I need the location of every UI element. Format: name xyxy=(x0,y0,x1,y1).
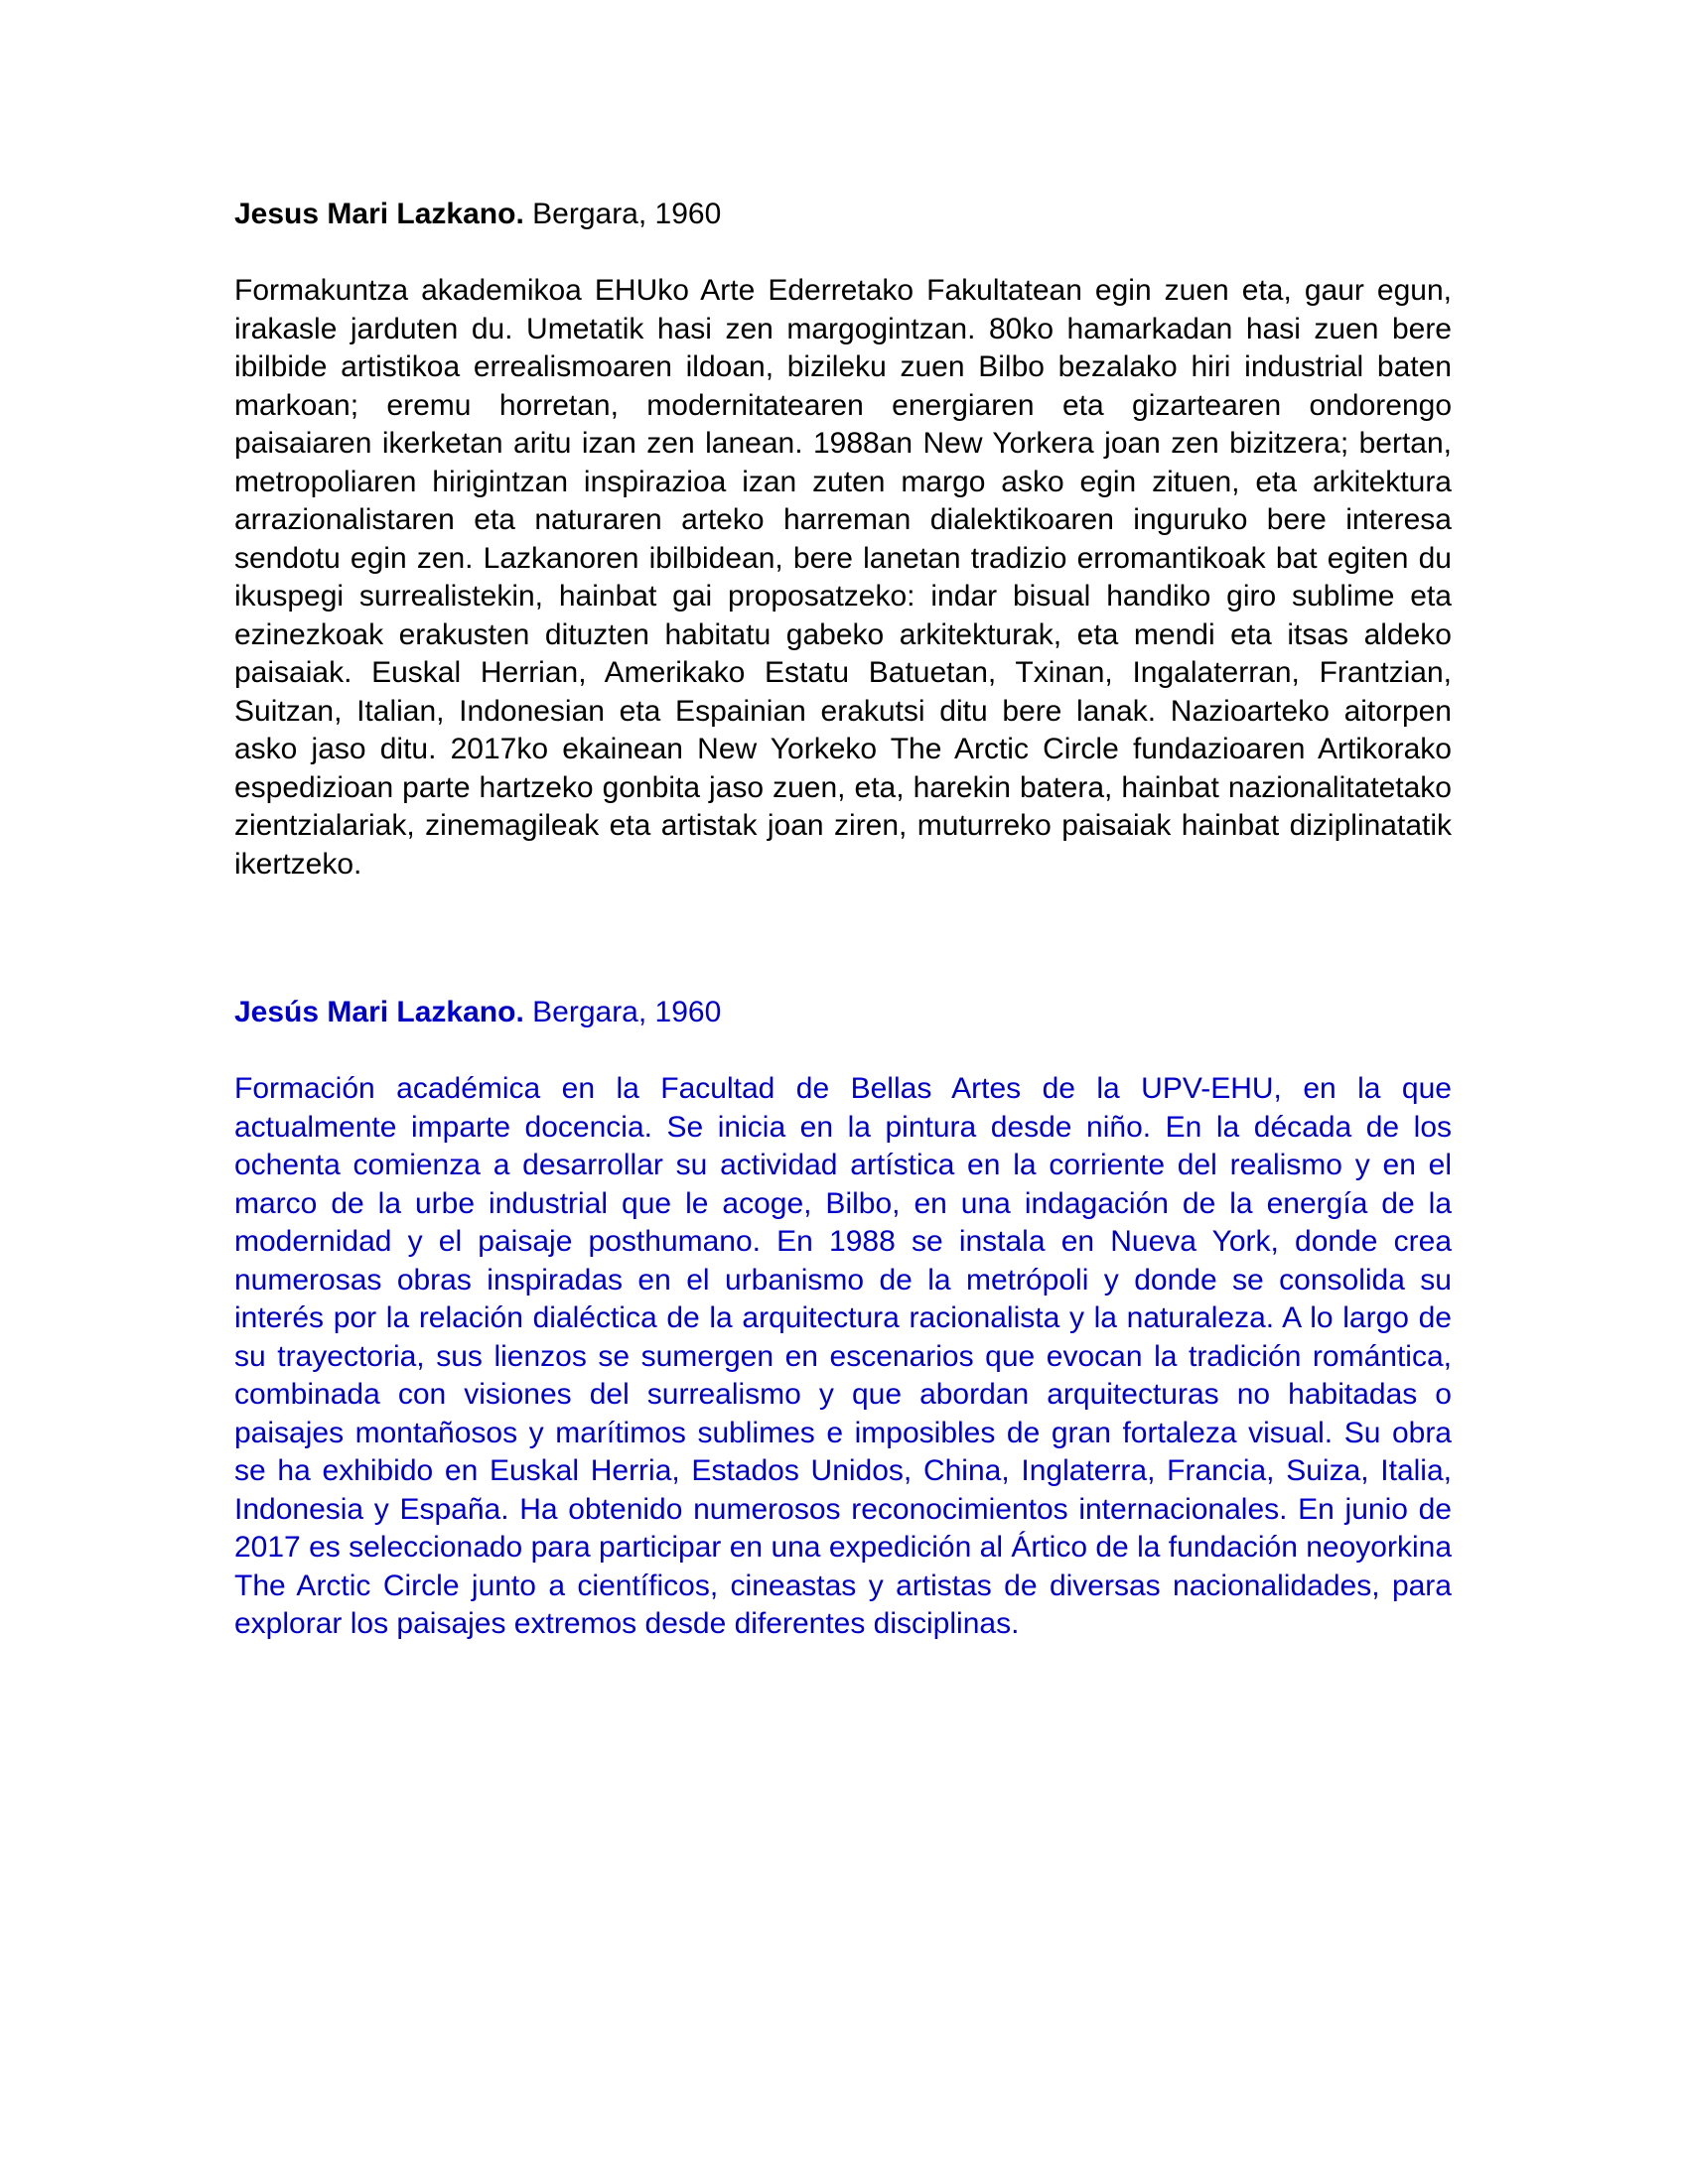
spanish-heading xyxy=(234,993,1452,1032)
spanish-biography-text: Formación académica en la Facultad de Bellas Artes de la UPV-EHU, en la que actualmente imparte docencia. Se inicia en la pintura desde niño. En la década de los ochenta comienza a desarrollar su actividad artística en la corriente del realismo y en el marco de la urbe industrial que le acoge, Bilbo, en una indagación de la energía de la modernidad y el paisaje posthumano. En 1988 se instala en Nueva York, donde crea numerosas obras inspiradas en el urbanismo de la metrópoli y donde se consolida su interés por la relación dialéctica de la arquitectura racionalista y la naturaleza. A lo largo de su trayectoria, sus lienzos se sumergen en escenarios que evocan la tradición romántica, combinada con visiones del surrealismo y que abordan arquitecturas no habitadas o paisajes montañosos y marítimos sublimes e imposibles de gran fortaleza visual. Su obra se ha exhibido en Euskal Herria, Estados Unidos, China, Inglaterra, Francia, Suiza, Italia, Indonesia y España. Ha obtenido numerosos reconocimientos internacionales. En junio de 2017 es seleccionado para participar en una expedición al Ártico de la fundación neoyorkina The Arctic Circle junto a científicos, cineastas y artistas de diversas nacionalidades, para explorar los paisajes extremos desde diferentes disciplinas. xyxy=(234,1072,1452,1640)
artist-name-spanish: Jesús Mari Lazkano. xyxy=(234,996,524,1028)
spanish-biography xyxy=(234,993,1452,1644)
birth-info-basque: Bergara, 1960 xyxy=(532,198,722,230)
basque-biography-text: Formakuntza akademikoa EHUko Arte Ederretako Fakultatean egin zuen eta, gaur egun, irakasle jarduten du. Umetatik hasi zen margogintzan. 80ko hamarkadan hasi zuen bere ibilbide artistikoa errealismoaren ildoan, bizileku zuen Bilbo bezalako hiri industrial baten markoan; eremu horretan, modernitatearen energiaren eta gizartearen ondorengo paisaiaren ikerketan aritu izan zen lanean. 1988an New Yorkera joan zen bizitzera; bertan, metropoliaren hirigintzan inspirazioa izan zuten margo asko egin zituen, eta arkitektura arrazionalistaren eta naturaren arteko harreman dialektikoaren inguruko bere interesa sendotu egin zen. Lazkanoren ibilbidean, bere lanetan tradizio erromantikoak bat egiten du ikuspegi surrealistekin, hainbat gai proposatzeko: indar bisual handiko giro sublime eta ezinezkoak erakusten dituzten habitatu gabeko arkitekturak, eta mendi eta itsas aldeko paisaiak. Euskal Herrian, Amerikako Estatu Batuetan, Txinan, Ingalaterran, Frantzian, Suitzan, Italian, Indonesian eta Espainian erakutsi ditu bere lanak. Nazioarteko aitorpen asko jaso ditu. 2017ko ekainean New Yorkeko The Arctic Circle fundazioaren Artikorako espedizioan parte hartzeko gonbita jaso zuen, eta, harekin batera, hainbat nazionalitatetako zientzialariak, zinemagileak eta artistak joan ziren, muturreko paisaiak hainbat diziplinatatik ikertzeko. xyxy=(234,274,1452,881)
basque-biography xyxy=(234,195,1452,884)
birth-info-spanish: Bergara, 1960 xyxy=(532,996,722,1028)
artist-name-basque: Jesus Mari Lazkano. xyxy=(234,198,524,230)
basque-heading xyxy=(234,195,1452,234)
